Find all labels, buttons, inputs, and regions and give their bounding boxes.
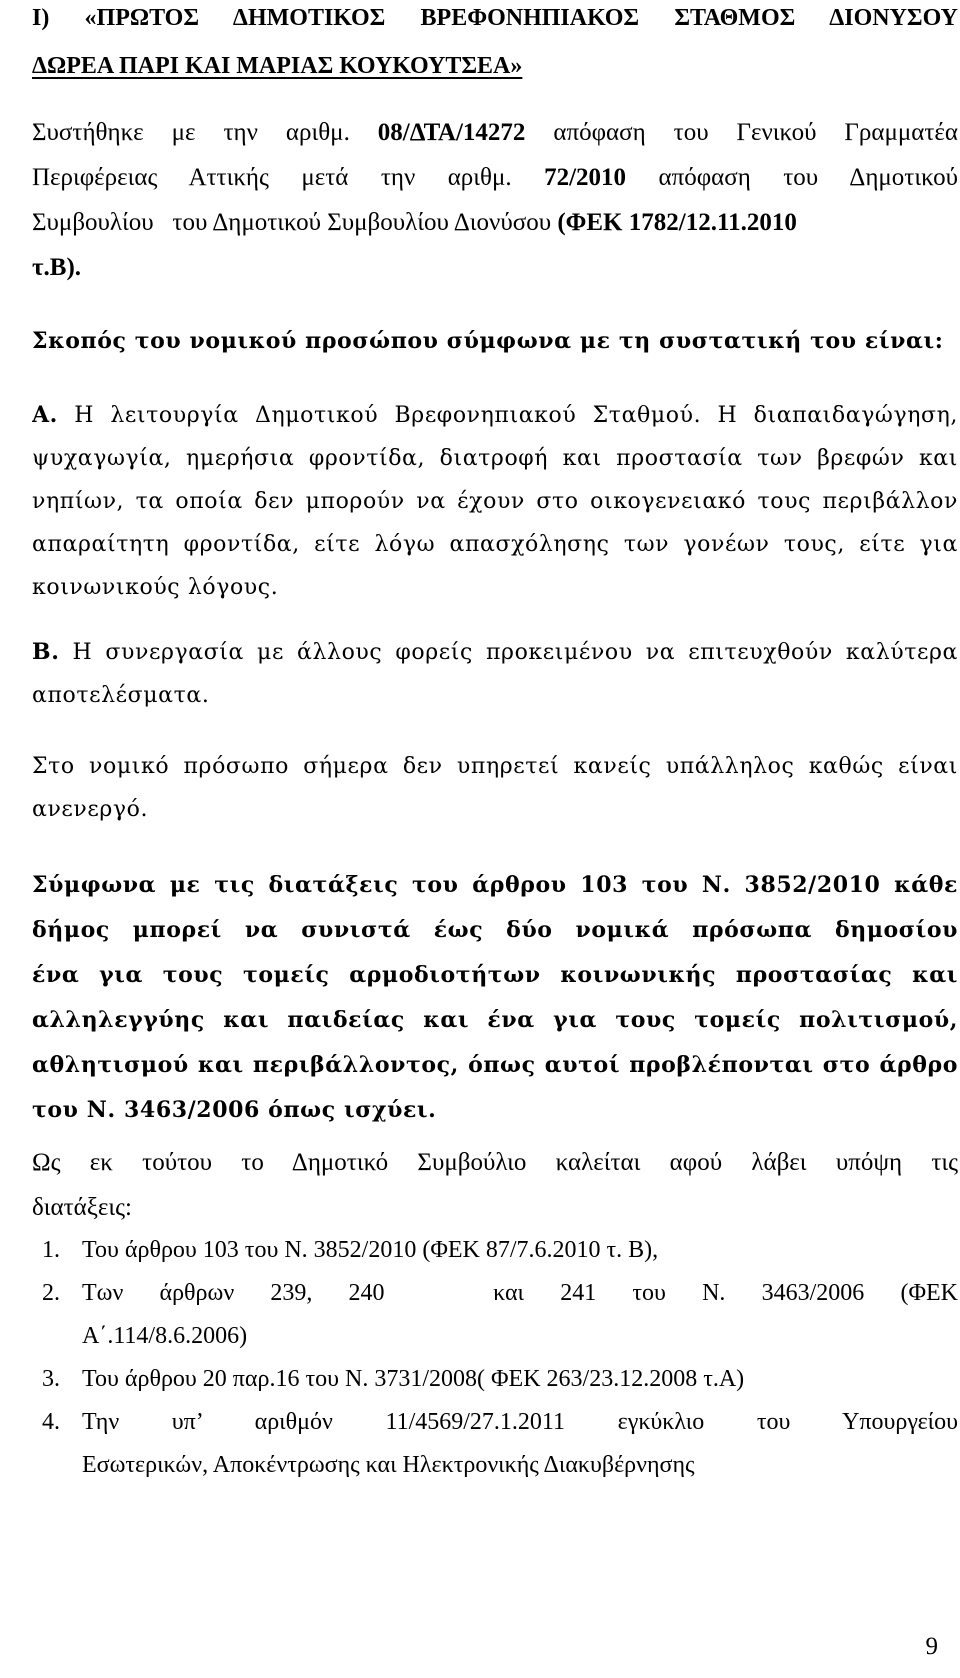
list-item-text: Εσωτερικών, Αποκέντρωσης και Ηλεκτρονικής Διακυβέρνησης — [82, 1452, 695, 1478]
item-a-line-1: Α. Η λειτουργία Δημοτικού Βρεφονηπιακού Σταθμού. Η διαπαιδαγώγηση, — [32, 402, 958, 428]
list-item — [32, 1272, 958, 1315]
council-line-2: διατάξεις: — [32, 1194, 132, 1221]
founding-line-1: Συστήθηκε με την αριθμ. 08/ΔΤΑ/14272 απόφαση του Γενικού Γραμματέα — [32, 119, 958, 146]
law-line-4: αλληλεγγύης και παιδείας και ένα για τους τομείς πολιτισμού, — [32, 1007, 958, 1033]
law-line-5: αθλητισμού και περιβάλλοντος, όπως αυτοί προβλέπονται στο άρθρο — [32, 1052, 958, 1078]
staff-paragraph — [32, 745, 958, 831]
list-item — [32, 1358, 958, 1401]
heading-line-2: ΔΩΡΕΑ ΠΑΡΙ ΚΑΙ ΜΑΡΙΑΣ ΚΟΥΚΟΥΤΣΕΑ» — [32, 53, 523, 79]
item-a-line-5: κοινωνικούς λόγους. — [32, 575, 279, 600]
purpose-item-a — [32, 394, 958, 609]
item-a-line-3: νηπίων, τα οποία δεν μπορούν να έχουν στο οικογενειακό τους περιβάλλον — [32, 489, 958, 514]
section-heading — [32, 0, 958, 90]
list-item-text: Του άρθρου 20 παρ.16 του Ν. 3731/2008( ΦΕΚ 263/23.12.2008 τ.Α) — [82, 1366, 745, 1392]
law-line-3: ένα για τους τομείς αρμοδιοτήτων κοινωνικής προστασίας και — [32, 962, 958, 988]
founding-line-2: Περιφέρειας Αττικής μετά την αριθμ. 72/2010 απόφαση του Δημοτικού — [32, 164, 958, 191]
provisions-list — [32, 1229, 958, 1487]
heading-line-1: Ι) «ΠΡΩΤΟΣ ΔΗΜΟΤΙΚΟΣ ΒΡΕΦΟΝΗΠΙΑΚΟΣ ΣΤΑΘΜΟΣ ΔΙΟΝΥΣΟΥ — [32, 5, 958, 31]
page-number: 9 — [925, 1633, 938, 1660]
founding-line-4: τ.Β). — [32, 254, 82, 281]
law-line-6: του Ν. 3463/2006 όπως ισχύει. — [32, 1097, 437, 1123]
item-b-line-2: αποτελέσματα. — [32, 683, 210, 708]
staff-line-2: ανενεργό. — [32, 797, 149, 822]
law-paragraph — [32, 863, 958, 1133]
purpose-item-b — [32, 631, 958, 717]
list-item — [32, 1401, 958, 1444]
list-item-text: Των άρθρων 239, 240 και 241 του Ν. 3463/2006 (ΦΕΚ — [82, 1280, 958, 1306]
staff-line-1: Στο νομικό πρόσωπο σήμερα δεν υπηρετεί κανείς υπάλληλος καθώς είναι — [32, 754, 958, 779]
list-item-number: 3. — [42, 1366, 60, 1392]
item-a-line-2: ψυχαγωγία, ημερήσια φροντίδα, διατροφή και προστασία των βρεφών και — [32, 446, 958, 471]
list-item-text: Του άρθρου 103 του Ν. 3852/2010 (ΦΕΚ 87/7.6.2010 τ. Β), — [82, 1237, 659, 1263]
list-item-text: Την υπ’ αριθμόν 11/4569/27.1.2011 εγκύκλιο του Υπουργείου — [82, 1409, 958, 1435]
list-item-number: 2. — [42, 1280, 60, 1306]
list-item-continuation — [32, 1444, 958, 1487]
list-item — [32, 1229, 958, 1272]
founding-line-3: Συμβουλίου του Δημοτικού Συμβουλίου Διονύσου (ΦΕΚ 1782/12.11.2010 — [32, 209, 797, 236]
list-item-text: Α΄.114/8.6.2006) — [82, 1323, 248, 1349]
council-paragraph — [32, 1140, 958, 1230]
law-line-2: δήμος μπορεί να συνιστά έως δύο νομικά πρόσωπα δημοσίου — [32, 917, 958, 943]
purpose-heading — [32, 319, 958, 364]
list-item-number: 1. — [42, 1237, 60, 1263]
item-a-line-4: απαραίτητη φροντίδα, είτε λόγω απασχόλησης των γονέων τους, είτε για — [32, 532, 958, 557]
law-line-1: Σύμφωνα με τις διατάξεις του άρθρου 103 του Ν. 3852/2010 κάθε — [32, 872, 958, 898]
list-item-continuation — [32, 1315, 958, 1358]
founding-paragraph — [32, 110, 958, 290]
item-b-line-1: Β. Η συνεργασία με άλλους φορείς προκειμένου να επιτευχθούν καλύτερα — [32, 639, 958, 665]
purpose-heading-text: Σκοπός του νομικού προσώπου σύμφωνα με τη συστατική του είναι: — [32, 328, 944, 354]
council-line-1: Ως εκ τούτου το Δημοτικό Συμβούλιο καλείται αφού λάβει υπόψη τις — [32, 1149, 958, 1176]
list-item-number: 4. — [42, 1409, 60, 1435]
